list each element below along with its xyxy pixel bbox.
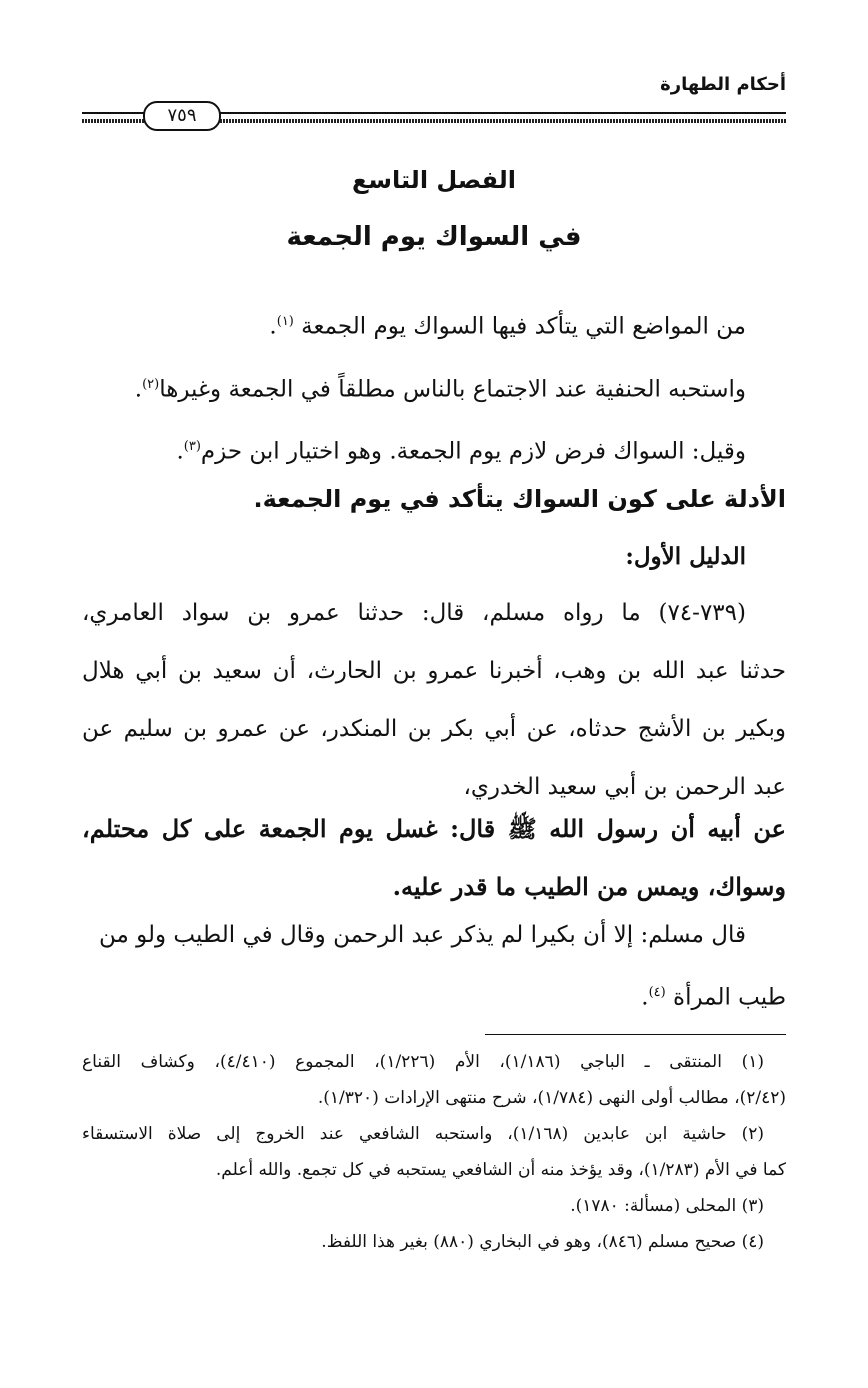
footnote-2-continued: كما في الأم (١/٢٨٣)، وقد يؤخذ منه أن الشافعي يستحبه في كل تجمع. والله أعلم. [215,1160,786,1180]
intro-line [82,293,746,356]
intro-text: من المواضع التي يتأكد فيها السواك يوم الجمعة [293,313,746,340]
chain-line: حدثنا عبد الله بن وهب، أخبرنا عمرو بن الحارث، أن سعيد بن أبي هلال [82,658,786,684]
chain-line: عبد الرحمن بن أبي سعيد الخدري، [463,774,786,800]
footnote-ref: (٢) [142,376,160,392]
muslim-note [82,906,786,1027]
footnote-separator [485,1034,786,1035]
intro-line [82,356,746,419]
footnote-4: (٤) صحيح مسلم (٨٤٦)، وهو في البخاري (٨٨٠) بغير هذا اللفظ. [321,1232,764,1252]
section-heading: الأدلة على كون السواك يتأكد في يوم الجمعة. [253,485,786,513]
chain-line: وبكير بن الأشج حدثاه، عن أبي بكر بن المنكدر، عن عمرو بن سليم عن [82,716,786,742]
hadith-line: وسواك، ويمس من الطيب ما قدر عليه. [392,872,786,901]
running-title: أحكام الطهارة [660,74,786,95]
evidence-label: الدليل الأول: [625,543,746,570]
chain-line: (٧٣٩-٧٤) ما رواه مسلم، قال: حدثنا عمرو بن سواد العامري، [82,600,746,626]
footnotes [82,1044,786,1260]
intro-text: واستحبه الحنفية عند الاجتماع بالناس مطلقاً في الجمعة وغيرها [159,376,746,403]
footnote-3: (٣) المحلى (مسألة: ١٧٨٠). [570,1196,764,1216]
page-number: ٧٥٩ [143,101,221,131]
intro-paragraph [82,293,786,481]
hadith-line: عن أبيه أن رسول الله ﷺ قال: غسل يوم الجمعة على كل محتلم، [82,814,786,843]
note-text: طيب المرأة [665,984,786,1011]
punctuation: . [269,313,277,340]
punctuation: . [176,438,184,465]
footnote-ref: (٤) [648,985,666,1000]
note-line [82,964,786,1027]
punctuation: . [641,984,649,1011]
hadith-chain [82,584,786,816]
footnote-1: (١) المنتقى ـ الباجي (١/١٨٦)، الأم (١/٢٢٦)، المجموع (٤/٤١٠)، وكشاف القناع [82,1052,764,1072]
footnote-ref: (٣) [183,439,201,455]
intro-text: وقيل: السواك فرض لازم يوم الجمعة. وهو اختيار ابن حزم [200,438,746,465]
chapter-number-title: الفصل التاسع [352,166,516,194]
footnote-2: (٢) حاشية ابن عابدين (١/١٦٨)، واستحبه الشافعي عند الخروج إلى صلاة الاستسقاء [82,1124,764,1144]
punctuation: . [134,376,143,403]
footnote-1-continued: (٢/٤٢)، مطالب أولى النهى (١/٧٨٤)، شرح منتهى الإرادات (١/٣٢٠). [317,1088,786,1108]
hadith-text [82,800,786,916]
footnote-ref: (١) [276,314,294,329]
note-line: قال مسلم: إلا أن بكيرا لم يذكر عبد الرحمن وقال في الطيب ولو من [98,922,746,948]
chapter-subject-title: في السواك يوم الجمعة [286,222,582,252]
